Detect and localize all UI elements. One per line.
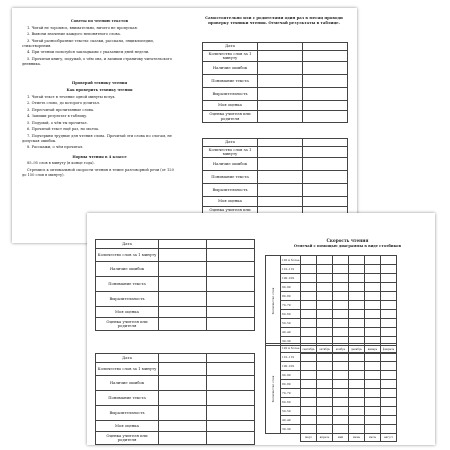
row-label: Понимание текста bbox=[203, 75, 258, 88]
row-label: Понимание текста bbox=[96, 391, 159, 406]
row-label: Понимание текста bbox=[96, 277, 159, 292]
level-label: 100–109 bbox=[281, 274, 301, 283]
list-item: 3. Пересчитай прочитанные слова. bbox=[27, 107, 95, 112]
page-sheet-1 bbox=[12, 8, 357, 243]
row-label: Наличие ошибок bbox=[96, 376, 159, 391]
value-cell[interactable] bbox=[207, 292, 255, 307]
value-cell[interactable] bbox=[303, 51, 348, 62]
row-label: Количество слов за 1 минуту bbox=[203, 147, 258, 158]
level-label: 100–109 bbox=[281, 362, 301, 371]
row-label: Наличие ошибок bbox=[96, 262, 159, 277]
level-label: 30–39 bbox=[281, 337, 301, 346]
level-label: 50–59 bbox=[281, 407, 301, 416]
row-label: Дата bbox=[96, 240, 159, 249]
chart-cell[interactable] bbox=[365, 328, 381, 337]
value-cell[interactable] bbox=[207, 240, 255, 249]
value-cell[interactable] bbox=[207, 376, 255, 391]
chart-cell[interactable] bbox=[381, 398, 397, 407]
blank-cell bbox=[266, 434, 281, 442]
chart-cell[interactable] bbox=[301, 371, 317, 380]
list-item: 4. При чтении пользуйся закладками с указанием дней недели. bbox=[27, 50, 150, 55]
value-cell[interactable] bbox=[159, 354, 207, 363]
row-label: Понимание текста bbox=[203, 171, 258, 184]
chart-cell[interactable] bbox=[317, 425, 333, 434]
chart-cell[interactable] bbox=[301, 425, 317, 434]
level-label: 120 и более bbox=[281, 256, 301, 265]
chart-cell[interactable] bbox=[381, 362, 397, 371]
value-cell[interactable] bbox=[258, 101, 303, 111]
level-label: 40–49 bbox=[281, 416, 301, 425]
chart-cell[interactable] bbox=[381, 371, 397, 380]
chart-cell[interactable] bbox=[365, 319, 381, 328]
list-item: 5. Прочитав книгу, подумай, о чём она, и запиши страничку читательского дневника. bbox=[22, 56, 172, 67]
chart-cell[interactable] bbox=[317, 398, 333, 407]
list-item: 1. Читай текст в течение одной минуты вслух. bbox=[27, 94, 116, 99]
chart-cell[interactable] bbox=[365, 256, 381, 265]
row-label: Оценка учителя или родителя bbox=[203, 111, 258, 123]
row-label: Моя оценка bbox=[96, 421, 159, 432]
chart-cell[interactable] bbox=[317, 319, 333, 328]
chart-cell[interactable] bbox=[301, 416, 317, 425]
chart-cell[interactable] bbox=[381, 274, 397, 283]
chart-cell[interactable] bbox=[381, 380, 397, 389]
value-cell[interactable] bbox=[258, 51, 303, 62]
chart-cell[interactable] bbox=[317, 301, 333, 310]
value-cell[interactable] bbox=[159, 421, 207, 432]
row-label: Оценка учителя или bbox=[203, 207, 258, 219]
chart-cell[interactable] bbox=[333, 425, 349, 434]
value-cell[interactable] bbox=[303, 43, 348, 51]
level-label: 90–99 bbox=[281, 283, 301, 292]
value-cell[interactable] bbox=[303, 158, 348, 171]
row-label: Наличие ошибок bbox=[203, 158, 258, 171]
month-label: июнь bbox=[349, 434, 365, 442]
value-cell[interactable] bbox=[258, 158, 303, 171]
value-cell[interactable] bbox=[207, 406, 255, 421]
norms-item: 85–95 слов в минуту (в конце года). bbox=[27, 161, 95, 166]
row-label: Дата bbox=[203, 139, 258, 147]
chart-cell[interactable] bbox=[317, 344, 333, 353]
row-label: Выразительность bbox=[96, 292, 159, 307]
level-label: 50–59 bbox=[281, 319, 301, 328]
row-label: Оценка учителя или родителя bbox=[96, 432, 159, 445]
chart-cell[interactable] bbox=[301, 380, 317, 389]
axis-label: Количество слов bbox=[271, 375, 275, 402]
chart-cell[interactable] bbox=[349, 319, 365, 328]
chart-cell[interactable] bbox=[333, 407, 349, 416]
chart-cell[interactable] bbox=[317, 362, 333, 371]
chart-cell[interactable] bbox=[381, 416, 397, 425]
value-cell[interactable] bbox=[159, 292, 207, 307]
list-item: 5. Подумай, о чём ты прочитал. bbox=[27, 120, 88, 125]
chart-cell[interactable] bbox=[333, 371, 349, 380]
chart-cell[interactable] bbox=[333, 256, 349, 265]
row-label: Количество слов за 1 минуту bbox=[203, 51, 258, 62]
level-label: 80–89 bbox=[281, 380, 301, 389]
month-label: март bbox=[301, 434, 317, 442]
chart-cell[interactable] bbox=[301, 328, 317, 337]
chart-cell[interactable] bbox=[365, 407, 381, 416]
month-label: май bbox=[333, 434, 349, 442]
axis-label-cell bbox=[266, 344, 281, 434]
chart-cell[interactable] bbox=[317, 389, 333, 398]
month-label: апрель bbox=[317, 434, 333, 442]
record-table-2 bbox=[202, 138, 348, 219]
tips-list bbox=[22, 26, 177, 68]
chart-cell[interactable] bbox=[381, 292, 397, 301]
chart-cell[interactable] bbox=[381, 256, 397, 265]
row-label: Моя оценка bbox=[96, 307, 159, 318]
chart-cell[interactable] bbox=[365, 398, 381, 407]
list-item: 1. Читай не торопясь, внимательно, ничего не пропуская. bbox=[27, 25, 138, 30]
chart-cell[interactable] bbox=[349, 416, 365, 425]
value-cell[interactable] bbox=[258, 171, 303, 184]
chart-cell[interactable] bbox=[317, 371, 333, 380]
chart-cell[interactable] bbox=[381, 344, 397, 353]
chart-cell[interactable] bbox=[381, 389, 397, 398]
chart-cell[interactable] bbox=[381, 328, 397, 337]
value-cell[interactable] bbox=[303, 111, 348, 123]
chart-cell[interactable] bbox=[301, 362, 317, 371]
chart-cell[interactable] bbox=[301, 256, 317, 265]
chart-cell[interactable] bbox=[301, 310, 317, 319]
month-label: ноябрь bbox=[333, 346, 349, 354]
month-label: февраль bbox=[381, 346, 397, 354]
chart-cell[interactable] bbox=[333, 362, 349, 371]
chart-cell[interactable] bbox=[381, 353, 397, 362]
row-label: Количество слов за 1 минуту bbox=[96, 249, 159, 262]
chart-cell[interactable] bbox=[381, 319, 397, 328]
chart-cell[interactable] bbox=[301, 407, 317, 416]
level-label: 90–99 bbox=[281, 371, 301, 380]
value-cell[interactable] bbox=[258, 139, 303, 147]
row-label: Моя оценка bbox=[203, 197, 258, 207]
value-cell[interactable] bbox=[303, 171, 348, 184]
list-item: 3. Читай разнообразные тексты: сказки, рассказы, энциклопедии, стихотворения. bbox=[22, 38, 154, 48]
chart-cell[interactable] bbox=[301, 292, 317, 301]
value-cell[interactable] bbox=[159, 391, 207, 406]
value-cell[interactable] bbox=[258, 75, 303, 88]
month-label: сентябрь bbox=[301, 346, 317, 354]
value-cell[interactable] bbox=[207, 363, 255, 376]
chart-cell[interactable] bbox=[365, 425, 381, 434]
level-label: 80–89 bbox=[281, 292, 301, 301]
axis-label: Количество слов bbox=[271, 287, 275, 314]
chart-cell[interactable] bbox=[365, 353, 381, 362]
chart-cell[interactable] bbox=[333, 292, 349, 301]
value-cell[interactable] bbox=[258, 111, 303, 123]
row-label: Моя оценка bbox=[203, 101, 258, 111]
chart-cell[interactable] bbox=[381, 407, 397, 416]
speed-subtitle: Отмечай с помощью диаграммы в виде столбиков bbox=[293, 244, 402, 248]
value-cell[interactable] bbox=[207, 391, 255, 406]
record-table-4 bbox=[95, 353, 255, 445]
chart-cell[interactable] bbox=[333, 283, 349, 292]
chart-cell[interactable] bbox=[349, 328, 365, 337]
chart-cell[interactable] bbox=[301, 319, 317, 328]
chart-cell[interactable] bbox=[365, 265, 381, 274]
row-label: Дата bbox=[203, 43, 258, 51]
value-cell[interactable] bbox=[159, 432, 207, 445]
chart-cell[interactable] bbox=[317, 283, 333, 292]
month-label: октябрь bbox=[317, 346, 333, 354]
month-label: январь bbox=[365, 346, 381, 354]
value-cell[interactable] bbox=[207, 354, 255, 363]
value-cell[interactable] bbox=[303, 139, 348, 147]
chart-cell[interactable] bbox=[349, 371, 365, 380]
left-column bbox=[22, 18, 177, 180]
chart-cell[interactable] bbox=[365, 344, 381, 353]
technique-subtitle: Как проверить технику чтения bbox=[66, 88, 133, 93]
value-cell[interactable] bbox=[303, 147, 348, 158]
row-label: Дата bbox=[96, 354, 159, 363]
value-cell[interactable] bbox=[207, 318, 255, 331]
value-cell[interactable] bbox=[159, 307, 207, 318]
chart-cell[interactable] bbox=[333, 319, 349, 328]
value-cell[interactable] bbox=[258, 88, 303, 101]
chart-cell[interactable] bbox=[317, 310, 333, 319]
row-label: Выразительность bbox=[203, 88, 258, 101]
value-cell[interactable] bbox=[159, 249, 207, 262]
chart-cell[interactable] bbox=[365, 416, 381, 425]
value-cell[interactable] bbox=[258, 43, 303, 51]
chart-cell[interactable] bbox=[349, 283, 365, 292]
chart-cell[interactable] bbox=[333, 301, 349, 310]
level-label: 70–79 bbox=[281, 301, 301, 310]
norms-title: Нормы чтения в 4 классе bbox=[72, 154, 127, 159]
chart-cell[interactable] bbox=[333, 344, 349, 353]
value-cell[interactable] bbox=[159, 376, 207, 391]
row-label: Выразительность bbox=[203, 184, 258, 197]
month-label: декабрь bbox=[349, 346, 365, 354]
chart-cell[interactable] bbox=[365, 380, 381, 389]
chart-cell[interactable] bbox=[365, 292, 381, 301]
chart-cell[interactable] bbox=[333, 380, 349, 389]
list-item: 7. Подчеркни трудные для чтения слова. Прочитай эти слова по слогам, не допуская ошибок. bbox=[22, 133, 172, 143]
chart-cell[interactable] bbox=[333, 265, 349, 274]
value-cell[interactable] bbox=[207, 421, 255, 432]
record-table-1 bbox=[202, 42, 348, 123]
value-cell[interactable] bbox=[303, 197, 348, 207]
chart-cell[interactable] bbox=[301, 265, 317, 274]
value-cell[interactable] bbox=[207, 262, 255, 277]
chart-cell[interactable] bbox=[349, 353, 365, 362]
chart-cell[interactable] bbox=[349, 407, 365, 416]
list-item: 2. Выясни значение каждого непонятного слова. bbox=[27, 32, 121, 37]
month-label: август bbox=[381, 434, 397, 442]
list-item: 2. Отметь слово, до которого дочитал. bbox=[27, 101, 100, 106]
chart-cell[interactable] bbox=[317, 256, 333, 265]
level-label: 110–119 bbox=[281, 353, 301, 362]
chart-cell[interactable] bbox=[301, 344, 317, 353]
record-table-3 bbox=[95, 239, 255, 331]
speed-grid-top bbox=[265, 255, 397, 354]
value-cell[interactable] bbox=[159, 406, 207, 421]
row-label: Наличие ошибок bbox=[203, 62, 258, 75]
row-label: Количество слов за 1 минуту bbox=[96, 363, 159, 376]
chart-cell[interactable] bbox=[381, 425, 397, 434]
chart-cell[interactable] bbox=[365, 389, 381, 398]
chart-cell[interactable] bbox=[365, 274, 381, 283]
chart-cell[interactable] bbox=[349, 389, 365, 398]
value-cell[interactable] bbox=[303, 101, 348, 111]
value-cell[interactable] bbox=[303, 62, 348, 75]
chart-cell[interactable] bbox=[349, 274, 365, 283]
blank-cell bbox=[281, 434, 301, 442]
chart-cell[interactable] bbox=[317, 380, 333, 389]
chart-cell[interactable] bbox=[333, 328, 349, 337]
chart-cell[interactable] bbox=[333, 353, 349, 362]
value-cell[interactable] bbox=[159, 240, 207, 249]
chart-cell[interactable] bbox=[333, 274, 349, 283]
level-label: 40–49 bbox=[281, 328, 301, 337]
self-check-title: Самостоятельно или с родителями один раз в месяц проводи проверку техники чтения. Отмечай результаты в таблице. bbox=[205, 15, 343, 25]
chart-cell[interactable] bbox=[301, 301, 317, 310]
value-cell[interactable] bbox=[303, 184, 348, 197]
list-item: 6. Прочитай текст ещё раз, но молча. bbox=[27, 127, 100, 132]
level-label: 60–69 bbox=[281, 398, 301, 407]
chart-cell[interactable] bbox=[333, 389, 349, 398]
value-cell[interactable] bbox=[207, 307, 255, 318]
chart-cell[interactable] bbox=[365, 283, 381, 292]
month-label: июль bbox=[365, 434, 381, 442]
axis-label-cell bbox=[266, 256, 281, 346]
value-cell[interactable] bbox=[207, 277, 255, 292]
value-cell[interactable] bbox=[303, 88, 348, 101]
value-cell[interactable] bbox=[258, 197, 303, 207]
chart-cell[interactable] bbox=[317, 407, 333, 416]
chart-cell[interactable] bbox=[365, 371, 381, 380]
chart-cell[interactable] bbox=[301, 274, 317, 283]
value-cell[interactable] bbox=[207, 249, 255, 262]
level-label: 60–69 bbox=[281, 310, 301, 319]
level-label: 120 и более bbox=[281, 344, 301, 353]
chart-cell[interactable] bbox=[333, 398, 349, 407]
value-cell[interactable] bbox=[159, 262, 207, 277]
row-label: Выразительность bbox=[96, 406, 159, 421]
technique-list bbox=[22, 95, 177, 151]
chart-cell[interactable] bbox=[349, 292, 365, 301]
value-cell[interactable] bbox=[258, 184, 303, 197]
chart-cell[interactable] bbox=[301, 389, 317, 398]
chart-cell[interactable] bbox=[317, 292, 333, 301]
technique-title: Проверяй технику чтения bbox=[71, 81, 128, 86]
level-label: 30–39 bbox=[281, 425, 301, 434]
row-label: Оценка учителя или родителя bbox=[96, 318, 159, 331]
chart-cell[interactable] bbox=[349, 256, 365, 265]
chart-cell[interactable] bbox=[381, 310, 397, 319]
list-item: 8. Расскажи, о чём прочитал. bbox=[27, 145, 84, 150]
chart-cell[interactable] bbox=[301, 353, 317, 362]
chart-cell[interactable] bbox=[349, 344, 365, 353]
value-cell[interactable] bbox=[159, 318, 207, 331]
chart-cell[interactable] bbox=[317, 265, 333, 274]
speed-title: Скорость чтения bbox=[326, 238, 369, 243]
value-cell[interactable] bbox=[303, 75, 348, 88]
value-cell[interactable] bbox=[258, 147, 303, 158]
chart-cell[interactable] bbox=[365, 362, 381, 371]
chart-cell[interactable] bbox=[349, 362, 365, 371]
chart-cell[interactable] bbox=[333, 310, 349, 319]
chart-cell[interactable] bbox=[349, 310, 365, 319]
value-cell[interactable] bbox=[207, 432, 255, 445]
chart-cell[interactable] bbox=[317, 328, 333, 337]
chart-cell[interactable] bbox=[365, 310, 381, 319]
speed-grid-bottom bbox=[265, 343, 397, 442]
value-cell[interactable] bbox=[258, 62, 303, 75]
chart-cell[interactable] bbox=[381, 301, 397, 310]
value-cell[interactable] bbox=[159, 363, 207, 376]
norms-item: Стремись к оптимальной скорости чтения в темпе разговорной речи (от 120 до 150 слов в минуту). bbox=[22, 167, 174, 178]
chart-cell[interactable] bbox=[381, 283, 397, 292]
chart-cell[interactable] bbox=[349, 301, 365, 310]
chart-cell[interactable] bbox=[317, 416, 333, 425]
chart-cell[interactable] bbox=[317, 274, 333, 283]
list-item: 4. Запиши результат в таблицу. bbox=[27, 114, 88, 119]
chart-cell[interactable] bbox=[365, 301, 381, 310]
level-label: 70–79 bbox=[281, 389, 301, 398]
chart-cell[interactable] bbox=[301, 398, 317, 407]
chart-cell[interactable] bbox=[301, 283, 317, 292]
value-cell[interactable] bbox=[159, 277, 207, 292]
chart-cell[interactable] bbox=[333, 416, 349, 425]
chart-cell[interactable] bbox=[349, 265, 365, 274]
chart-cell[interactable] bbox=[349, 380, 365, 389]
tips-title: Советы по чтению текстов bbox=[70, 19, 129, 23]
level-label: 110–119 bbox=[281, 265, 301, 274]
chart-cell[interactable] bbox=[349, 425, 365, 434]
chart-cell[interactable] bbox=[381, 265, 397, 274]
page-sheet-2 bbox=[87, 213, 435, 445]
chart-cell[interactable] bbox=[317, 353, 333, 362]
chart-cell[interactable] bbox=[349, 398, 365, 407]
